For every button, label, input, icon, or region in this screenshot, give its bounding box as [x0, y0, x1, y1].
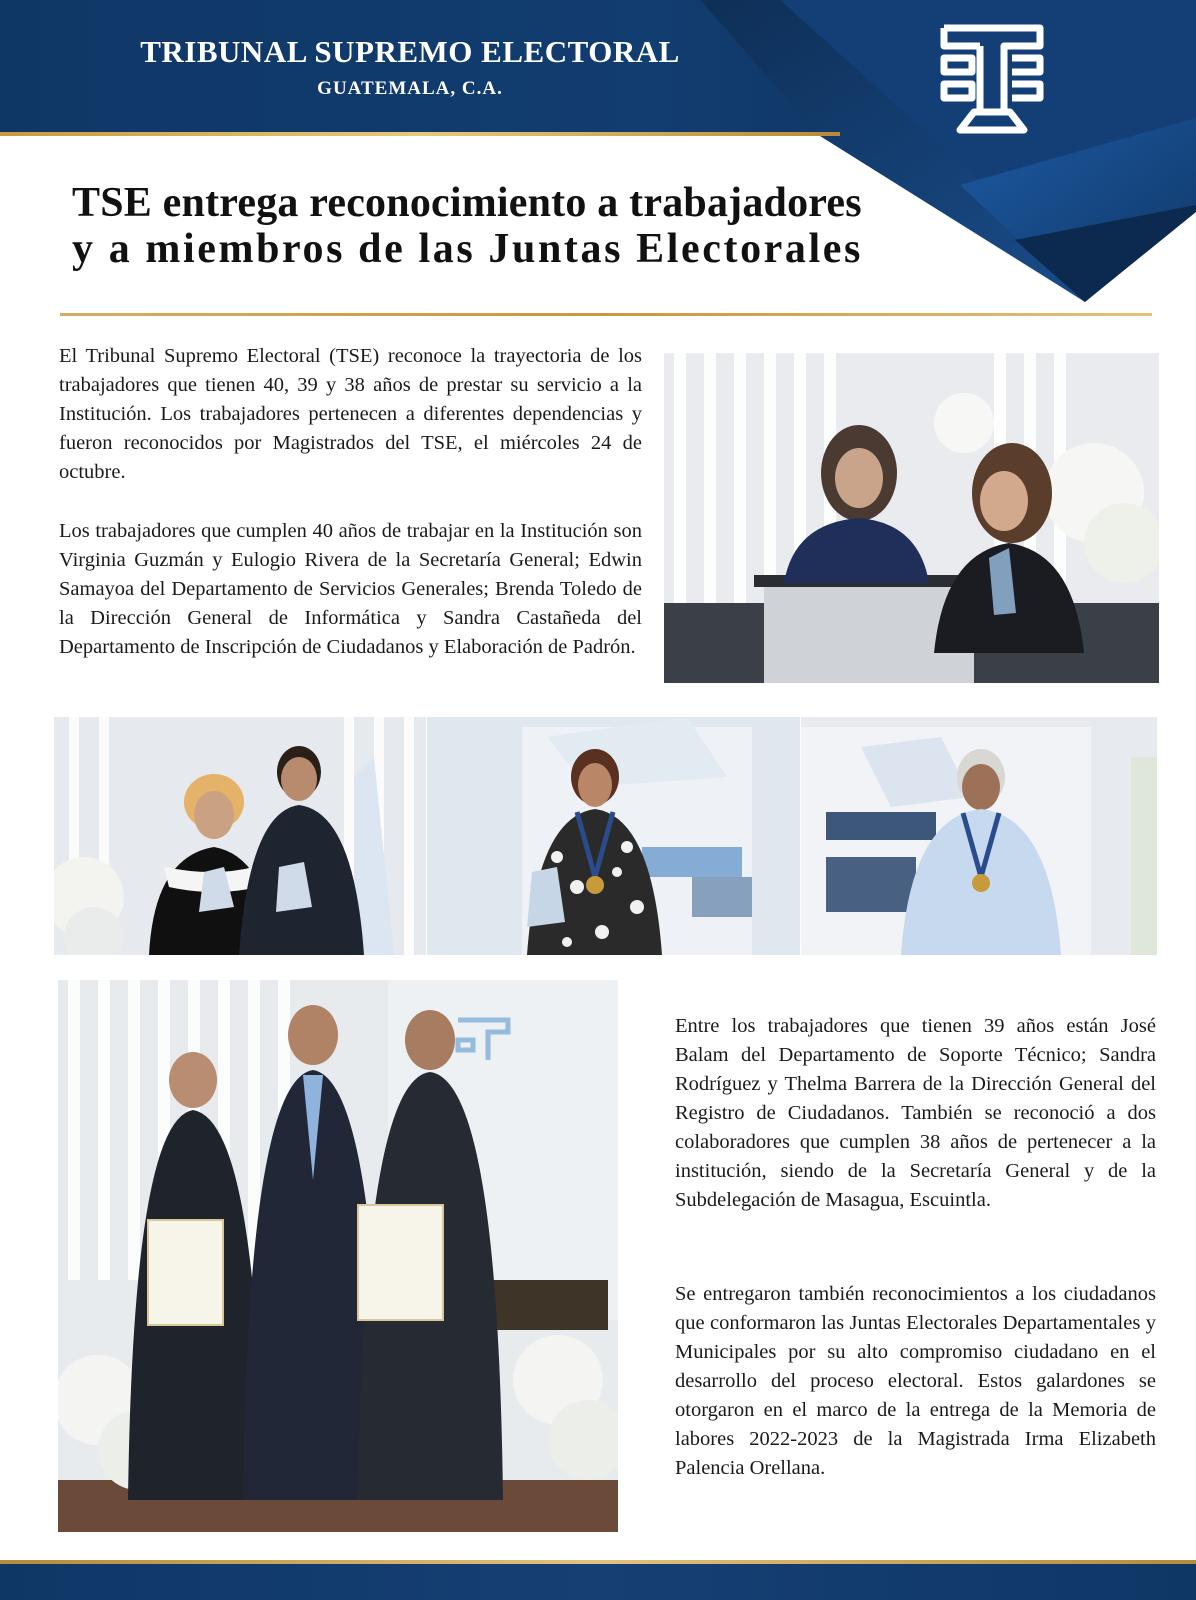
photo-recipient-with-medal	[801, 717, 1157, 955]
headline-line-2: y a miembros de las Juntas Electorales	[72, 226, 863, 272]
footer-band	[0, 1564, 1196, 1600]
photo-recipient-with-plaque	[427, 717, 800, 955]
paragraph-40-years: Los trabajadores que cumplen 40 años de trabajar en la Institución son Virginia Guzmán y Eulogio Rivera de la Secretaría General; Edwin Samayoa del Departamento de Servicios Generales; Brenda Toledo de la Dirección General de Informática y Sandra Castañeda del Departamento de Inscripción de Ciudadanos y Elaboración de Padrón.	[59, 520, 642, 658]
photo-three-recipients-diplomas	[58, 980, 618, 1532]
headline-line-1: TSE entrega reconocimiento a trabajadores	[72, 180, 862, 226]
paragraph-39-years: Entre los trabajadores que tienen 39 años están José Balam del Departamento de Soporte Técnico; Sandra Rodríguez y Thelma Barrera de la Dirección General del Registro de Ciudadanos. También se reconoció a dos colaboradores que cumplen 38 años de pertenecer a la institución, siendo de la Secretaría General y de la Subdelegación de Masagua, Escuintla.	[675, 1015, 1156, 1211]
photo-podium-recognition	[664, 353, 1159, 683]
org-country: GUATEMALA, C.A.	[317, 78, 503, 99]
header-gold-rule	[0, 132, 840, 136]
paragraph-intro: El Tribunal Supremo Electoral (TSE) reconoce la trayectoria de los trabajadores que tienen 40, 39 y 38 años de prestar su servicio a la Institución. Los trabajadores pertenecen a diferentes dependencias y fueron reconocidos por Magistrados del TSE, el miércoles 24 de octubre.	[59, 345, 642, 483]
photo-two-recipients-plaques	[54, 717, 426, 955]
paragraph-juntas: Se entregaron también reconocimientos a los ciudadanos que conformaron las Juntas Electorales Departamentales y Municipales por su alto compromiso ciudadano en el desarrollo del proceso electoral. Estos galardones se otorgaron en el marco de la entrega de la Memoria de labores 2022-2023 de la Magistrada Irma Elizabeth Palencia Orellana.	[675, 1283, 1156, 1479]
tse-logo-icon	[938, 22, 1046, 136]
org-name: TRIBUNAL SUPREMO ELECTORAL	[140, 34, 680, 69]
article-headline	[72, 180, 872, 272]
headline-divider	[60, 313, 1152, 316]
